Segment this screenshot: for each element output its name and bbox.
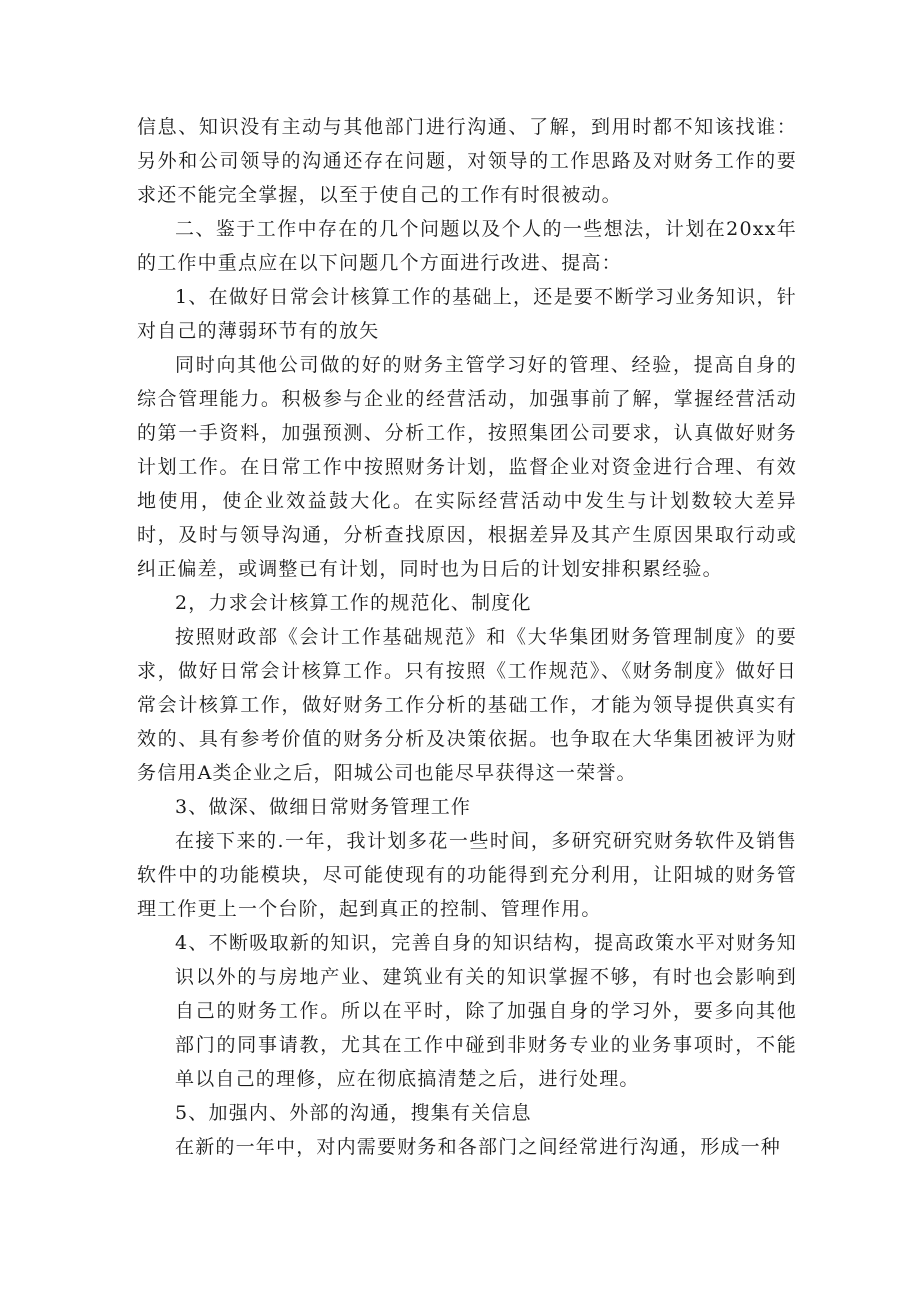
item-1-body: 同时向其他公司做的好的财务主管学习好的管理、经验，提高自身的综合管理能力。积极参与企业的经营活动，加强事前了解，掌握经营活动的第一手资料，加强预测、分析工作，按照集团公司要求，认真做好财务计划工作。在日常工作中按照财务计划，监督企业对资金进行合理、有效地使用，使企业效益鼓大化。在实际经营活动中发生与计划数较大差异时，及时与领导沟通，分析查找原因，根据差异及其产生原因果取行动或纠正偏差，或调整已有计划，同时也为日后的计划安排积累经验。 [137,354,797,580]
item-2-body: 按照财政部《会计工作基础规范》和《大华集团财务管理制度》的要求，做好日常会计核算工作。只有按照《工作规范》、《财务制度》做好日常会计核算工作，做好财务工作分析的基础工作，才能为领导提供真实有效的、具有参考价值的财务分析及决策依据。也争取在大华集团被评为财务信用A类企业之后，阳城公司也能尽早获得这一荣誉。 [137,626,797,784]
paragraph-continuation: 信息、知识没有主动与其他部门进行沟通、了解，到用时都不知该找谁：另外和公司领导的沟通还存在问题，对领导的工作思路及对财务工作的要求还不能完全掌握，以至于使自己的工作有时很被动。 [137,116,797,206]
item-3-heading: 3、做深、做细日常财务管理工作 [175,796,472,818]
document-body [137,110,797,1164]
item-2-heading: 2，力求会计核算工作的规范化、制度化 [175,592,532,614]
item-4-text: 4、不断吸取新的知识，完善自身的知识结构，提高政策水平对财务知识以外的与房地产业、建筑业有关的知识掌握不够，有时也会影响到自己的财务工作。所以在平时，除了加强自身的学习外，要多向其他部门的同事请教，尤其在工作中碰到非财务专业的业务事项时，不能单以自己的理修，应在彻底搞清楚之后，进行处理。 [175,932,797,1090]
item-5-heading: 5、加强内、外部的沟通，搜集有关信息 [175,1102,532,1124]
item-3-body: 在接下来的.一年，我计划多花一些时间，多研究研究财务软件及销售软件中的功能模块，尽可能使现有的功能得到充分利用，让阳城的财务管理工作更上一个台阶，起到真正的控制、管理作用。 [137,830,797,920]
item-1-heading: 1、在做好日常会计核算工作的基础上，还是要不断学习业务知识，针对自己的薄弱环节有的放矢 [137,286,797,342]
item-5-body: 在新的一年中，对内需要财务和各部门之间经常进行沟通，形成一种 [175,1136,782,1158]
section-two-intro: 二、鉴于工作中存在的几个问题以及个人的一些想法，计划在20xx年的工作中重点应在以下问题几个方面进行改进、提高： [137,218,797,274]
